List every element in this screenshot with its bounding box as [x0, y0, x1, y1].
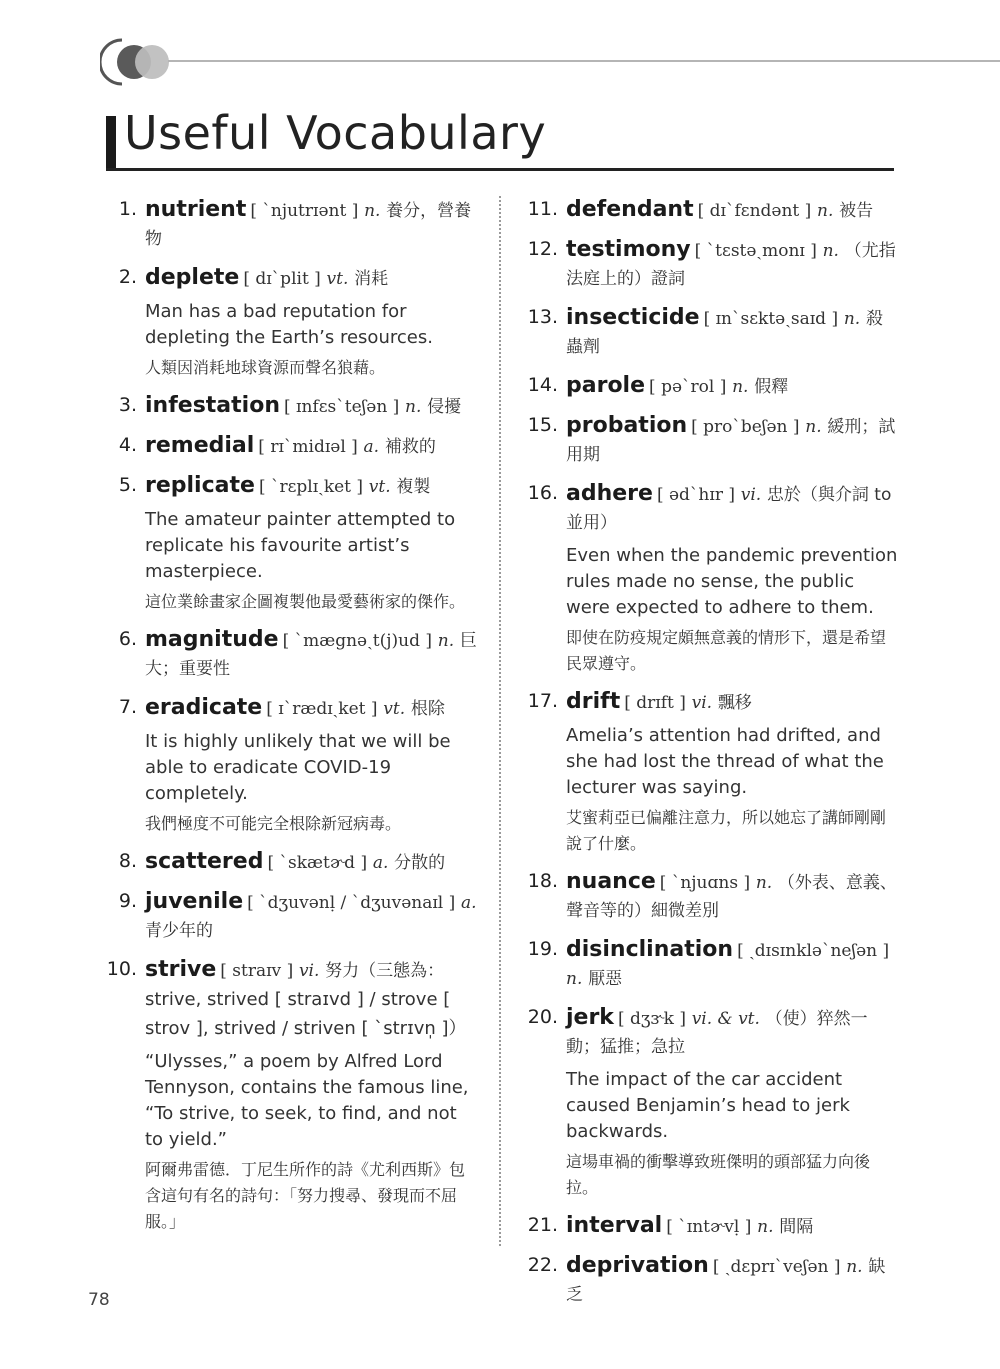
pronunciation: [ ədˋhɪr ] [656, 485, 735, 505]
pronunciation: [ proˋbeʃən ] [691, 417, 800, 437]
vocab-entry [526, 688, 898, 857]
definition: 巨大；重要性 [145, 631, 477, 679]
example-sentence-zh: 艾蜜莉亞已偏離注意力，所以她忘了講師剛剛說了什麼。 [566, 808, 887, 853]
pronunciation: [ ˋnjutrɪənt ] [250, 201, 359, 221]
definition: 殺蟲劑 [566, 309, 883, 357]
pronunciation: [ ˏdɪsɪnkləˋneʃən ] [737, 941, 890, 961]
page-title: Useful Vocabulary [124, 106, 547, 160]
vocab-word: testimony [566, 237, 691, 262]
vocab-word: scattered [145, 849, 264, 874]
vocab-word: nuance [566, 869, 656, 894]
vocab-word: disinclination [566, 937, 734, 962]
vocab-word: insecticide [566, 305, 700, 330]
entry-headline [145, 956, 477, 985]
entry-number: 7. [118, 696, 137, 718]
vocab-word: probation [566, 413, 688, 438]
entry-headline [566, 412, 898, 469]
example-sentence-zh: 我們極度不可能完全根除新冠病毒。 [145, 814, 402, 833]
entry-headline [566, 936, 898, 993]
vocab-word: deplete [145, 265, 240, 290]
definition: 間隔 [779, 1217, 814, 1237]
entry-headline [145, 626, 477, 683]
pronunciation: [ straɪv ] [220, 961, 294, 981]
entry-headline [566, 196, 898, 225]
entry-number: 4. [118, 434, 137, 456]
vocab-column-left [105, 196, 477, 1246]
pronunciation: [ dɪˋfɛndənt ] [697, 201, 812, 221]
entry-headline [145, 888, 477, 945]
pronunciation: [ ˋrɛplɪˏket ] [258, 477, 364, 497]
entry-headline [566, 304, 898, 361]
vocab-entry [526, 372, 898, 401]
vocab-entry [526, 936, 898, 993]
entry-number: 20. [527, 1006, 558, 1028]
vocab-entry [105, 956, 477, 1235]
vocab-entry [526, 304, 898, 361]
pronunciation: [ dɪˋplit ] [243, 269, 321, 289]
overlapping-circles-icon [100, 34, 180, 90]
part-of-speech: vt. [368, 477, 391, 497]
entry-headline [566, 868, 898, 925]
vocab-word: adhere [566, 481, 653, 506]
definition: 根除 [410, 699, 445, 719]
definition: 忠於（與介詞 to 並用） [566, 485, 892, 533]
part-of-speech: n. [364, 201, 381, 221]
part-of-speech: vi. & vt. [691, 1009, 760, 1029]
definition: 緩刑；試用期 [566, 417, 896, 465]
entry-headline [145, 264, 477, 293]
entry-headline [566, 372, 898, 401]
vocab-entry [105, 264, 477, 381]
vocab-entry [526, 868, 898, 925]
vocab-entry [105, 432, 477, 461]
entry-number: 5. [118, 474, 137, 496]
vocab-word: drift [566, 689, 621, 714]
example-sentence-en: The impact of the car accident caused Benjamin’s head to jerk backwards. [566, 1069, 850, 1142]
vocab-entry [105, 694, 477, 837]
part-of-speech: n. [437, 631, 455, 651]
example-sentence-en: Even when the pandemic prevention rules made no sense, the public were expected to adhere to them. [566, 545, 898, 618]
entry-number: 22. [527, 1254, 558, 1276]
pronunciation: [ ˋtɛstəˏmonɪ ] [694, 241, 817, 261]
entry-headline [566, 1212, 898, 1241]
entry-number: 2. [118, 266, 137, 288]
entry-number: 15. [527, 414, 558, 436]
part-of-speech: n. [822, 241, 839, 261]
definition: 假釋 [754, 377, 789, 397]
vocab-entry [105, 848, 477, 877]
pronunciation: [ ˏdɛprɪˋveʃən ] [712, 1257, 841, 1277]
definition: 複製 [396, 477, 431, 497]
definition: 侵擾 [427, 397, 462, 417]
example-sentence-zh: 阿爾弗雷德．丁尼生所作的詩《尤利西斯》包含這句有名的詩句：「努力搜尋、發現而不屈服。」 [145, 1160, 466, 1231]
pronunciation: [ drɪft ] [624, 693, 686, 713]
part-of-speech: n. [843, 309, 861, 329]
part-of-speech: n. [732, 377, 749, 397]
part-of-speech: vi. [298, 961, 320, 981]
example-sentence-en: It is highly unlikely that we will be able to eradicate COVID-19 completely. [145, 731, 451, 804]
pronunciation: [ ˋnjuɑns ] [659, 873, 751, 893]
part-of-speech: vt. [383, 699, 406, 719]
entry-headline [566, 1004, 898, 1061]
example-sentence-zh: 即使在防疫規定頗無意義的情形下，還是希望民眾遵守。 [566, 628, 887, 673]
pronunciation: [ dʒɝk ] [617, 1009, 686, 1029]
vocab-word: nutrient [145, 197, 247, 222]
definition: 缺乏 [566, 1257, 886, 1305]
pronunciation: [ rɪˋmidɪəl ] [258, 437, 358, 457]
part-of-speech: n. [755, 873, 773, 893]
part-of-speech: a. [372, 853, 389, 873]
title-accent-bar [106, 116, 116, 171]
example-sentence-en: “Ulysses,” a poem by Alfred Lord Tennyson, contains the famous line, “To strive, to seek, to find, and not to yield.” [145, 1051, 469, 1150]
vocab-word: magnitude [145, 627, 279, 652]
part-of-speech: n. [805, 417, 822, 437]
part-of-speech: vt. [326, 269, 349, 289]
vocab-entry [526, 236, 898, 293]
vocab-word: interval [566, 1213, 663, 1238]
entry-headline [566, 688, 898, 717]
entry-headline [145, 848, 477, 877]
entry-headline [145, 392, 477, 421]
vocab-entry [105, 196, 477, 253]
vocab-word: infestation [145, 393, 280, 418]
entry-number: 17. [527, 690, 558, 712]
entry-number: 6. [118, 628, 137, 650]
vocab-entry [526, 196, 898, 225]
pronunciation: [ ˋɪntɚvḷ ] [666, 1217, 752, 1237]
definition: （尤指法庭上的）證詞 [566, 241, 896, 289]
header-rule [168, 60, 1000, 62]
entry-number: 21. [527, 1214, 558, 1236]
definition: （外表、意義、聲音等的）細微差別 [566, 873, 897, 921]
definition: 消耗 [354, 269, 389, 289]
definition: 被告 [839, 201, 874, 221]
title-underline [106, 168, 894, 171]
pronunciation: [ ɪnfɛsˋteʃən ] [284, 397, 400, 417]
part-of-speech: n. [566, 969, 583, 989]
vocab-entry [105, 392, 477, 421]
vocab-word: parole [566, 373, 646, 398]
vocab-entry [105, 888, 477, 945]
vocab-entry [526, 1252, 898, 1309]
entry-headline [145, 694, 477, 723]
entry-headline [145, 472, 477, 501]
vocab-word: strive [145, 957, 217, 982]
pronunciation: [ ɪnˋsɛktəˏsaɪd ] [703, 309, 839, 329]
entry-number: 11. [527, 198, 558, 220]
page-number: 78 [88, 1290, 110, 1310]
part-of-speech: vi. [740, 485, 762, 505]
entry-headline [566, 480, 898, 537]
part-of-speech: a. [363, 437, 380, 457]
entry-number: 19. [527, 938, 558, 960]
vocab-word: jerk [566, 1005, 614, 1030]
vocab-word: defendant [566, 197, 694, 222]
definition: 養分，營養物 [145, 201, 472, 249]
pronunciation: [ ˋskætɚd ] [267, 853, 368, 873]
part-of-speech: n. [405, 397, 422, 417]
vocab-entry [105, 626, 477, 683]
example-sentence-zh: 這場車禍的衝擊導致班傑明的頭部猛力向後拉。 [566, 1152, 871, 1197]
entry-number: 18. [527, 870, 558, 892]
entry-number: 3. [118, 394, 137, 416]
pronunciation: [ ˋmægnəˏt(j)ud ] [282, 631, 433, 651]
example-sentence-en: Man has a bad reputation for depleting the Earth’s resources. [145, 301, 433, 348]
pronunciation: [ ɪˋrædɪˏket ] [266, 699, 378, 719]
definition: （使）猝然一動；猛推；急拉 [566, 1009, 868, 1057]
entry-number: 16. [527, 482, 558, 504]
part-of-speech: n. [846, 1257, 863, 1277]
part-of-speech: vi. [691, 693, 713, 713]
entry-headline [145, 196, 477, 253]
pronunciation: [ ˋdʒuvənḷ / ˋdʒuvənaɪl ] [247, 893, 456, 913]
entry-number: 10. [106, 958, 137, 980]
pronunciation: [ pəˋrol ] [649, 377, 727, 397]
definition: 努力（三態為： [325, 961, 445, 981]
definition: 青少年的 [145, 921, 213, 941]
vocab-column-right [526, 196, 898, 1320]
entry-number: 9. [118, 890, 137, 912]
part-of-speech: a. [461, 893, 477, 913]
vocab-word: deprivation [566, 1253, 709, 1278]
column-divider [499, 196, 501, 1246]
example-sentence-en: The amateur painter attempted to replicate his favourite artist’s masterpiece. [145, 509, 456, 582]
verb-forms: strive, strived [ straɪvd ] / strove [ strov ], strived / striven [ ˋstrɪvn̩ ]） [145, 989, 467, 1039]
vocab-word: replicate [145, 473, 255, 498]
entry-headline [566, 1252, 898, 1309]
definition: 飄移 [717, 693, 752, 713]
entry-number: 8. [118, 850, 137, 872]
vocab-entry [526, 1004, 898, 1201]
entry-number: 14. [527, 374, 558, 396]
definition: 厭惡 [588, 969, 623, 989]
example-sentence-en: Amelia’s attention had drifted, and she had lost the thread of what the lecturer was saying. [566, 725, 884, 798]
entry-headline [145, 432, 477, 461]
vocab-entry [526, 412, 898, 469]
vocab-word: remedial [145, 433, 255, 458]
definition: 分散的 [394, 853, 446, 873]
definition: 補救的 [384, 437, 436, 457]
vocab-word: juvenile [145, 889, 244, 914]
example-sentence-zh: 這位業餘畫家企圖複製他最愛藝術家的傑作。 [145, 592, 466, 611]
vocab-word: eradicate [145, 695, 263, 720]
vocab-entry [526, 480, 898, 677]
part-of-speech: n. [817, 201, 834, 221]
vocab-entry [105, 472, 477, 615]
vocab-entry [526, 1212, 898, 1241]
part-of-speech: n. [757, 1217, 774, 1237]
entry-number: 13. [527, 306, 558, 328]
example-sentence-zh: 人類因消耗地球資源而聲名狼藉。 [145, 358, 386, 377]
entry-number: 12. [527, 238, 558, 260]
entry-number: 1. [118, 198, 137, 220]
entry-headline [566, 236, 898, 293]
